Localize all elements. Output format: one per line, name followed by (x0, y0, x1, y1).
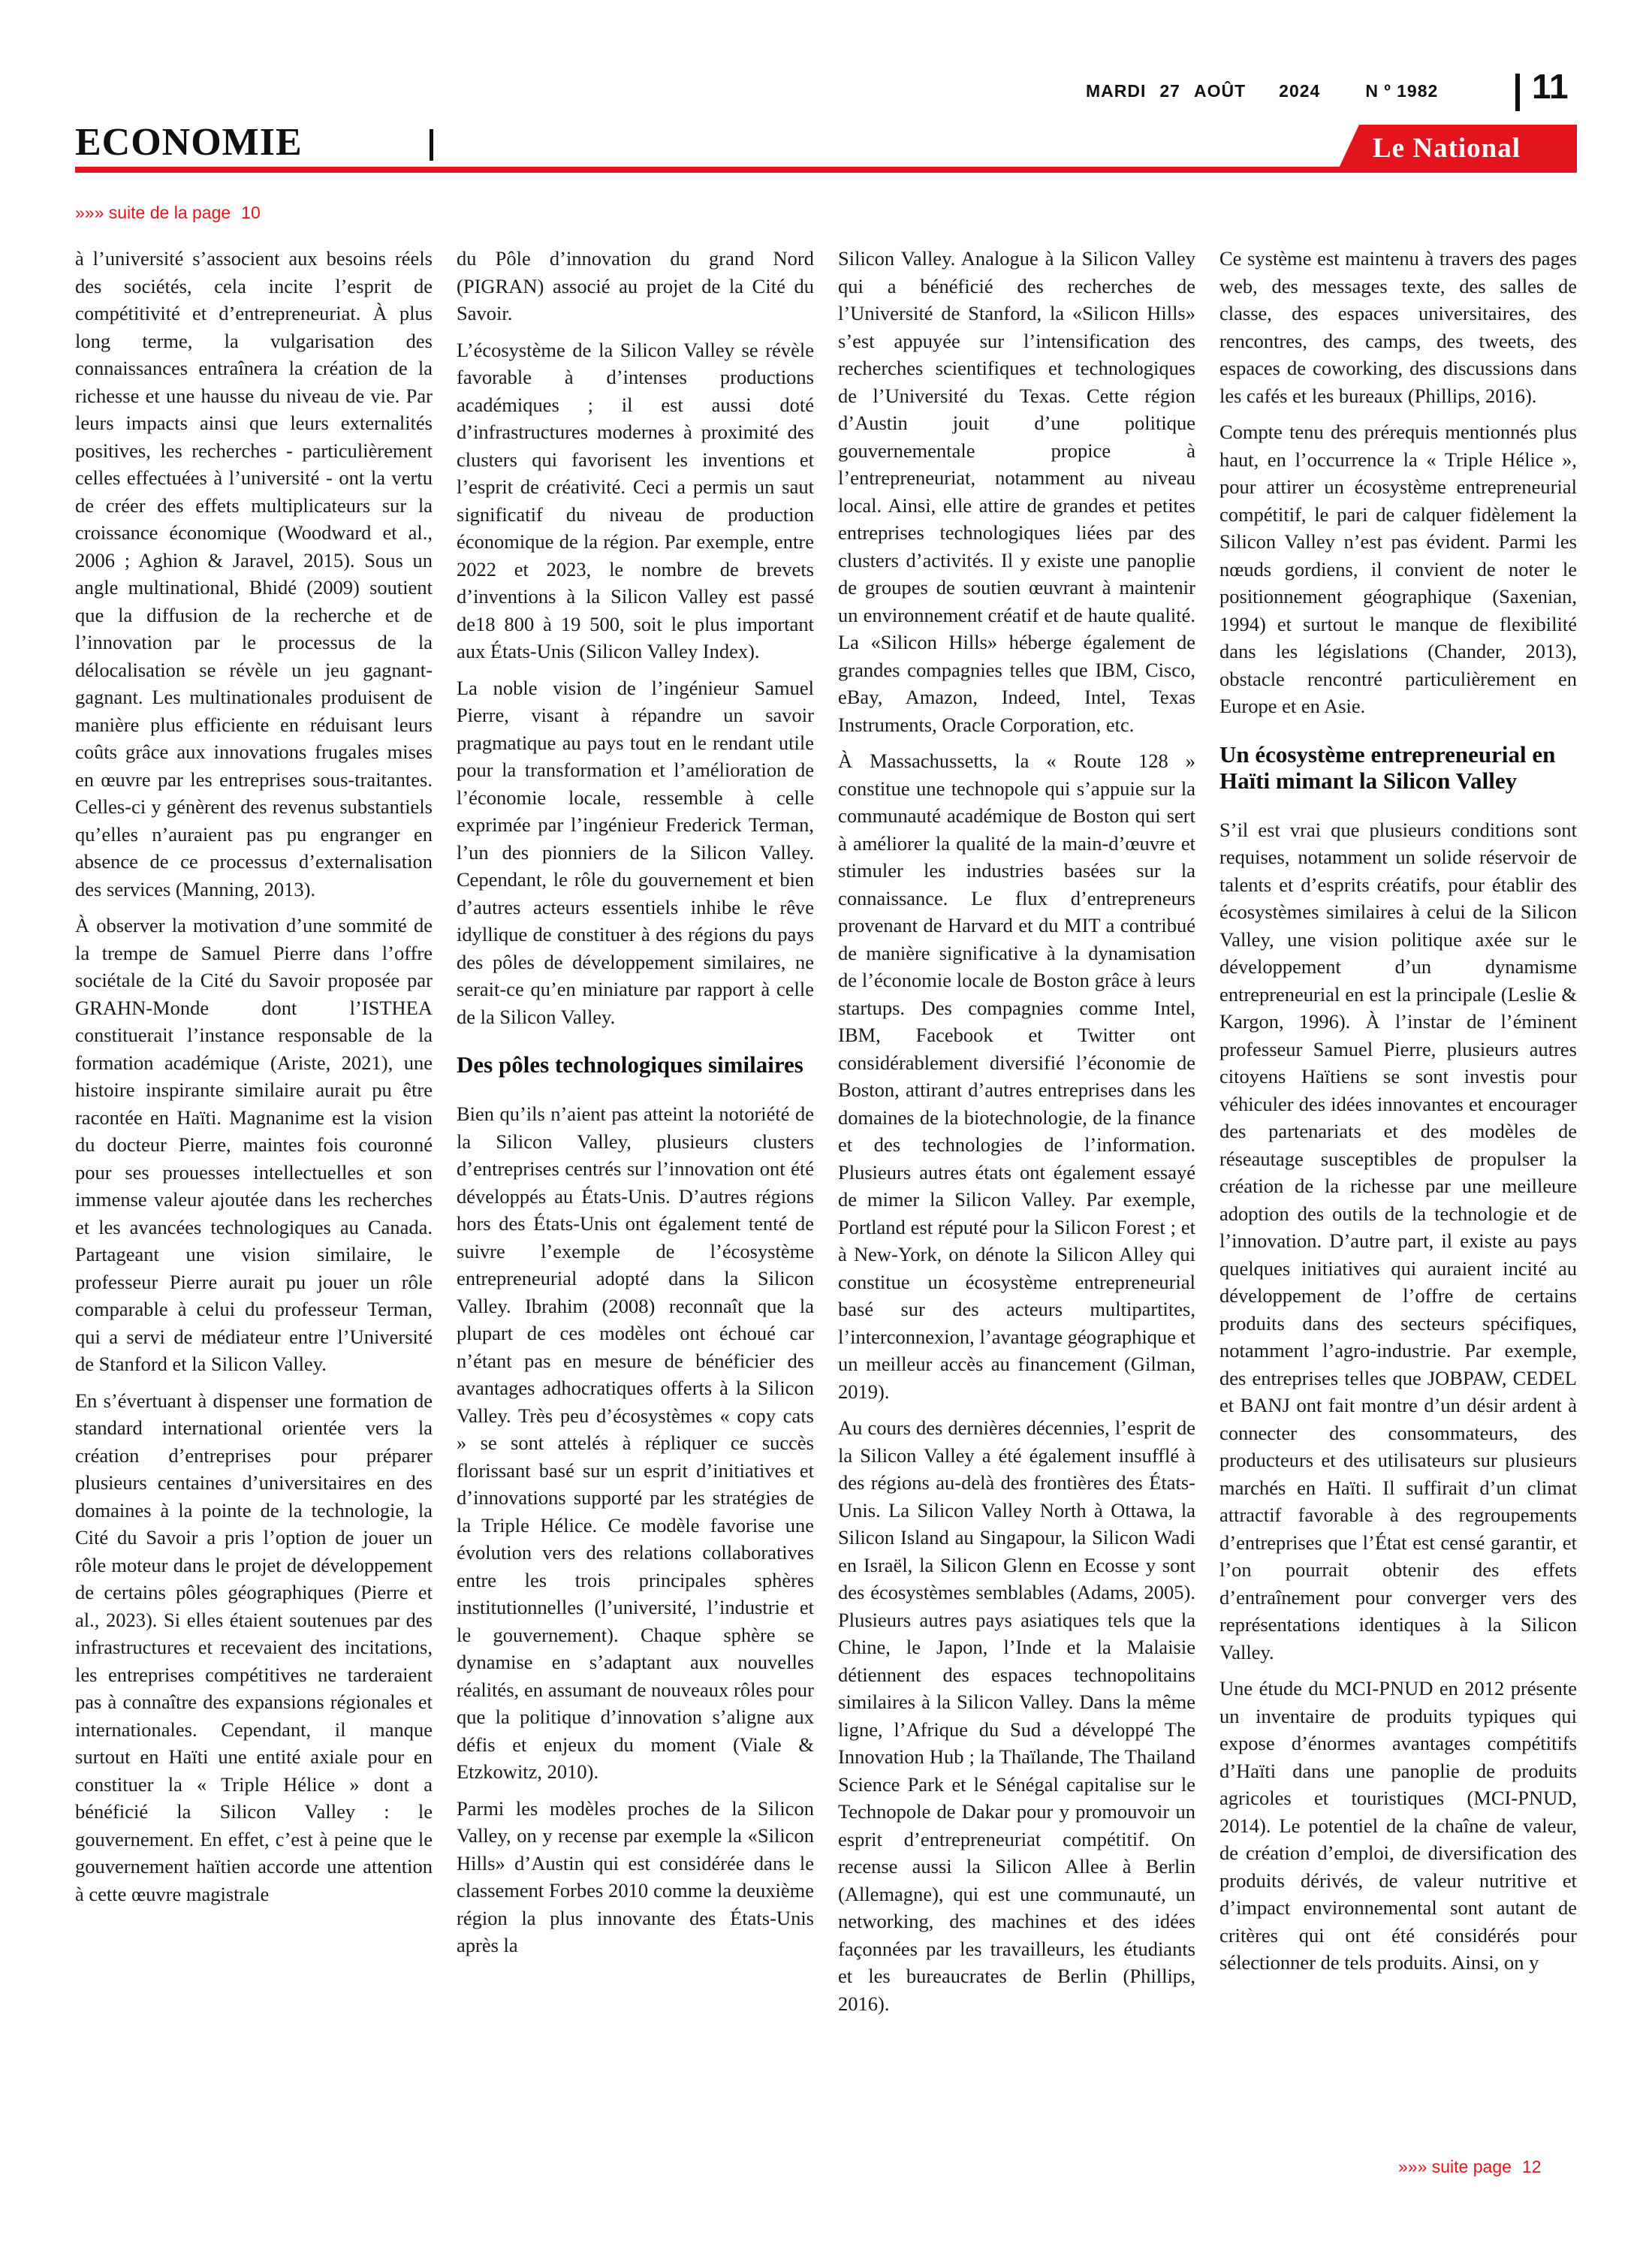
subheading: Un écosystème entrepreneurial en Haïti mimant la Silicon Valley (1219, 740, 1556, 794)
paragraph: Silicon Valley. Analogue à la Silicon Valley qui a bénéficié des recherches de l’Université de Stanford, la «Silicon Hills» s’est appuyée sur l’intensification des recherches scientifiques et technologiques de l’Université du Texas. Cette région d’Austin jouit d’une politique gouvernementale propice à l’entrepreneuriat, notamment au niveau local. Ainsi, elle attire de grandes et petites entreprises technologiques liées par des clusters d’activités. Il y existe une panoplie de groupes de soutien œuvrant à maintenir un environnement créatif et de haute qualité. La «Silicon Hills» héberge également de grandes compagnies telles que IBM, Cisco, eBay, Amazon, Indeed, Intel, Texas Instruments, Oracle Corporation, etc. (838, 247, 1195, 736)
continued-to-page: 12 (1521, 2157, 1542, 2176)
paragraph: Compte tenu des prérequis mentionnés plus haut, en l’occurrence la « Triple Hélice », pour attirer un écosystème entrepreneurial compétitif, le pari de calquer fidèlement la Silicon Valley n’est pas évident. Parmi les nœuds gordiens, il convient de noter le positionnement géographique (Saxenian, 1994) et surtout le manque de flexibilité dans les législations (Chander, 2013), obstacle rencontré particulièrement en Europe et en Asie. (1219, 421, 1577, 717)
section-divider (430, 129, 433, 161)
weekday: MARDI (1086, 81, 1147, 101)
article-column-4 (1219, 245, 1577, 2167)
year: 2024 (1279, 81, 1321, 101)
continued-to-label: »»» suite page (1398, 2157, 1512, 2176)
continued-to[interactable] (1398, 2157, 1542, 2177)
paragraph: Bien qu’ils n’aient pas atteint la notoriété de la Silicon Valley, plusieurs clusters d’entreprises centrés sur l’innovation ont été développés au États-Unis. D’autres régions hors des États-Unis ont également tenté de suivre l’exemple de l’écosystème entrepreneurial adopté dans la Silicon Valley. Ibrahim (2008) reconnaît que la plupart de ces modèles ont échoué car n’étant pas en mesure de bénéficier des avantages adhocratiques offerts à la Silicon Valley. Très peu d’écosystèmes « copy cats » se sont attelés à répliquer ce succès florissant basé sur un esprit d’initiatives et d’innovations supporté par les stratégies de la Triple Hélice. Ce modèle favorise une évolution vers des relations collaboratives entre les trois principales sphères institutionnelles (l’université, l’industrie et le gouvernement). Chaque sphère se dynamise en s’adaptant aux nouvelles réalités, en assumant de nouveaux rôles pour que la politique d’innovation s’aligne aux défis et enjeux du moment (Viale & Etzkowitz, 2010). (457, 1102, 814, 1783)
subheading: Des pôles technologiques similaires (457, 1051, 803, 1078)
paragraph: S’il est vrai que plusieurs conditions sont requises, notamment un solide réservoir de talents et d’esprits créatifs, pour établir des écosystèmes similaires à celui de la Silicon Valley, une vision politique axée sur le développement d’un dynamisme entrepreneurial en est la principale (Leslie & Kargon, 1996). À l’instar de l’éminent professeur Samuel Pierre, plusieurs autres citoyens Haïtiens se sont investis pour véhiculer des idées innovantes et encourager des partenariats et des modèles de réseautage susceptibles de propulser la création de la richesse par une meilleure adoption des outils de la technologie et de l’innovation. D’autre part, il existe au pays quelques initiatives qui auraient incité au développement de l’offre de certains produits dans des secteurs spécifiques, notamment l’agro-industrie. Par exemple, des entreprises telles que JOBPAW, CEDEL et BANJ ont fait montre d’un désir ardent à connecter des consommateurs, des producteurs et des utilisateurs sur plusieurs marchés en Haïti. Il suffirait d’un climat attractif favorable à des regroupements d’entreprises que l’État est censé garantir, et l’on pourrait obtenir des effets d’entraînement pour converger vers des représentations identiques à la Silicon Valley. (1219, 818, 1577, 1663)
paragraph: à l’université s’associent aux besoins réels des sociétés, cela incite l’esprit de compétitivité et d’entrepreneuriat. À plus long terme, la vulgarisation des connaissances entraînera la création de la richesse et une hausse du niveau de vie. Par leurs impacts ainsi que leurs externalités positives, les recherches - particulièrement celles effectuées à l’université - ont la vertu de créer des effets multiplicateurs sur la croissance économique (Woodward et al., 2006 ; Aghion & Jaravel, 2015). Sous un angle multinational, Bhidé (2009) soutient que la diffusion de la recherche et de l’innovation par le processus de la délocalisation se révèle un jeu gagnant-gagnant. Les multinationales produisent de manière plus efficiente en réduisant leurs coûts grâce aux innovations frugales mises en œuvre par les entreprises sous-traitantes. Celles-ci y génèrent des revenus substantiels qu’elles n’auraient pas pu engranger en absence de ce processus d’externalisation des services (Manning, 2013). (75, 247, 433, 900)
continued-from[interactable] (75, 203, 261, 223)
paragraph: Ce système est maintenu à travers des pages web, des messages texte, des salles de classe, des espaces universitaires, des rencontres, des camps, des tweets, des espaces de coworking, des discussions dans les cafés et les bureaux (Phillips, 2016). (1219, 247, 1577, 407)
day-number: 27 (1159, 81, 1180, 101)
paragraph: Au cours des dernières décennies, l’esprit de la Silicon Valley a été également insufflé à des régions au-delà des frontières des États-Unis. La Silicon Valley North à Ottawa, la Silicon Island au Singapour, la Silicon Wadi en Israël, la Silicon Glenn en Ecosse y sont des écosystèmes semblables (Adams, 2005). Plusieurs autres pays asiatiques tels que la Chine, le Japon, l’Inde et la Malaisie détiennent des espaces technopolitains similaires à la Silicon Valley. Dans la même ligne, l’Afrique du Sud a développé The Innovation Hub ; la Thaïlande, The Thailand Science Park et le Sénégal capitalise sur le Technopole de Dakar pour y promouvoir un esprit d’entrepreneuriat compétitif. On recense aussi la Silicon Allee à Berlin (Allemagne), qui est une communauté, un networking, des machines et des idées façonnées par les travailleurs, les étudiants et les bureaucrates de Berlin (Phillips, 2016). (838, 1416, 1195, 2015)
newspaper-name: Le National (1373, 133, 1521, 164)
article-column-3 (838, 245, 1195, 2167)
month: AOÛT (1193, 81, 1247, 101)
paragraph: La noble vision de l’ingénieur Samuel Pierre, visant à répandre un savoir pragmatique au pays tout en le rendant utile pour la transformation et l’amélioration de l’économie locale, ressemble à celle exprimée par l’ingénieur Frederick Terman, l’un des pionniers de la Silicon Valley. Cependant, le rôle du gouvernement et bien d’autres acteurs essentiels inhibe le rêve idyllique de constituer à des régions du pays des pôles de développement similaires, ne serait-ce qu’en miniature par rapport à celle de la Silicon Valley. (457, 676, 814, 1028)
section-title: ECONOMIE (75, 121, 303, 164)
issue-number: N º 1982 (1365, 81, 1439, 101)
paragraph: À observer la motivation d’une sommité de la trempe de Samuel Pierre dans l’offre sociétale de la Cité du Savoir proposée par GRAHN-Monde dont l’ISTHEA constituerait l’instance responsable de la formation académique (Ariste, 2021), une histoire inspirante similaire aurait pu être racontée en Haïti. Magnanime est la vision du docteur Pierre, maintes fois couronné pour ses prouesses intellectuelles et son immense valeur ajoutée dans les recherches et les avancées technologiques au Canada. Partageant une vision similaire, le professeur Pierre aurait pu jouer un rôle comparable à celui du professeur Terman, qui a servi de médiateur entre l’Université de Stanford et la Silicon Valley. (75, 914, 433, 1375)
continued-from-page: 10 (241, 203, 261, 222)
paragraph: Parmi les modèles proches de la Silicon Valley, on y recense par exemple la «Silicon Hills» d’Austin qui est considérée dans le classement Forbes 2010 comme la deuxième région la plus innovante des États-Unis après la (457, 1796, 814, 1956)
paragraph: En s’évertuant à dispenser une formation de standard international orientée vers la création d’entreprises pour préparer plusieurs centaines d’universitaires en des domaines à la pointe de la technologie, la Cité du Savoir a pris l’option de jouer un rôle moteur dans le projet de développement de certains pôles géographiques (Pierre et al., 2023). Si elles étaient soutenues par des infrastructures et recevaient des incitations, les entreprises compétitives ne tarderaient pas à connaître des expansions régionales et internationales. Cependant, il manque surtout en Haïti une entité axiale pour en constituer la « Triple Hélice » dont a bénéficié la Silicon Valley : le gouvernement. En effet, c’est à peine que le gouvernement haïtien accorde une attention à cette œuvre magistrale (75, 1389, 433, 1905)
article-column-2 (457, 245, 814, 2167)
page-number: 11 (1532, 67, 1569, 106)
continued-from-label: »»» suite de la page (75, 203, 231, 222)
paragraph: du Pôle d’innovation du grand Nord (PIGRAN) associé au projet de la Cité du Savoir. (457, 247, 814, 324)
paragraph: Une étude du MCI-PNUD en 2012 présente un inventaire de produits typiques qui expose d’énormes avantages compétitifs d’Haïti dans une panoplie de produits agricoles et touristiques (MCI-PNUD, 2014). Le potentiel de la chaîne de valeur, de création d’emploi, de diversification des produits dérivés, de valeur nutritive et d’impact environnemental sont autant de critères qui ont été considérés pour sélectionner de tels produits. Ainsi, on y (1219, 1677, 1577, 1974)
header-divider (1515, 74, 1520, 111)
article-column-1 (75, 245, 433, 2167)
paragraph: À Massachussetts, la « Route 128 » constitue une technopole qui s’appuie sur la communauté académique de Boston qui sert à améliorer la qualité de la main-d’œuvre et stimuler les industries basées sur la connaissance. Le flux d’entrepreneurs provenant de Harvard et du MIT a contribué de manière significative à la dynamisation de l’économie locale de Boston grâce à leurs startups. Des compagnies comme Intel, IBM, Facebook et Twitter ont considérablement diversifié l’économie de Boston, attirant d’autres entreprises dans les domaines de la biotechnologie, de la finance et des technologies de l’information. Plusieurs autres états ont également essayé de mimer la Silicon Valley. Par exemple, Portland est réputé pour la Silicon Forest ; et à New-York, on dénote la Silicon Alley qui constitue un écosystème entrepreneurial basé sur des acteurs multipartites, l’interconnexion, l’avantage géographique et un meilleur accès au financement (Gilman, 2019). (838, 749, 1195, 1403)
issue-date (1086, 81, 1452, 101)
paragraph: L’écosystème de la Silicon Valley se révèle favorable à d’intenses productions académiques ; il est aussi doté d’infrastructures modernes à proximité des clusters qui favorisent les inventions et l’esprit de créativité. Ceci a permis un saut significatif du niveau de production économique de la région. Par exemple, entre 2022 et 2023, le nombre de brevets d’inventions à la Silicon Valley est passé de18 800 à 19 500, soit le plus important aux États-Unis (Silicon Valley Index). (457, 338, 814, 662)
